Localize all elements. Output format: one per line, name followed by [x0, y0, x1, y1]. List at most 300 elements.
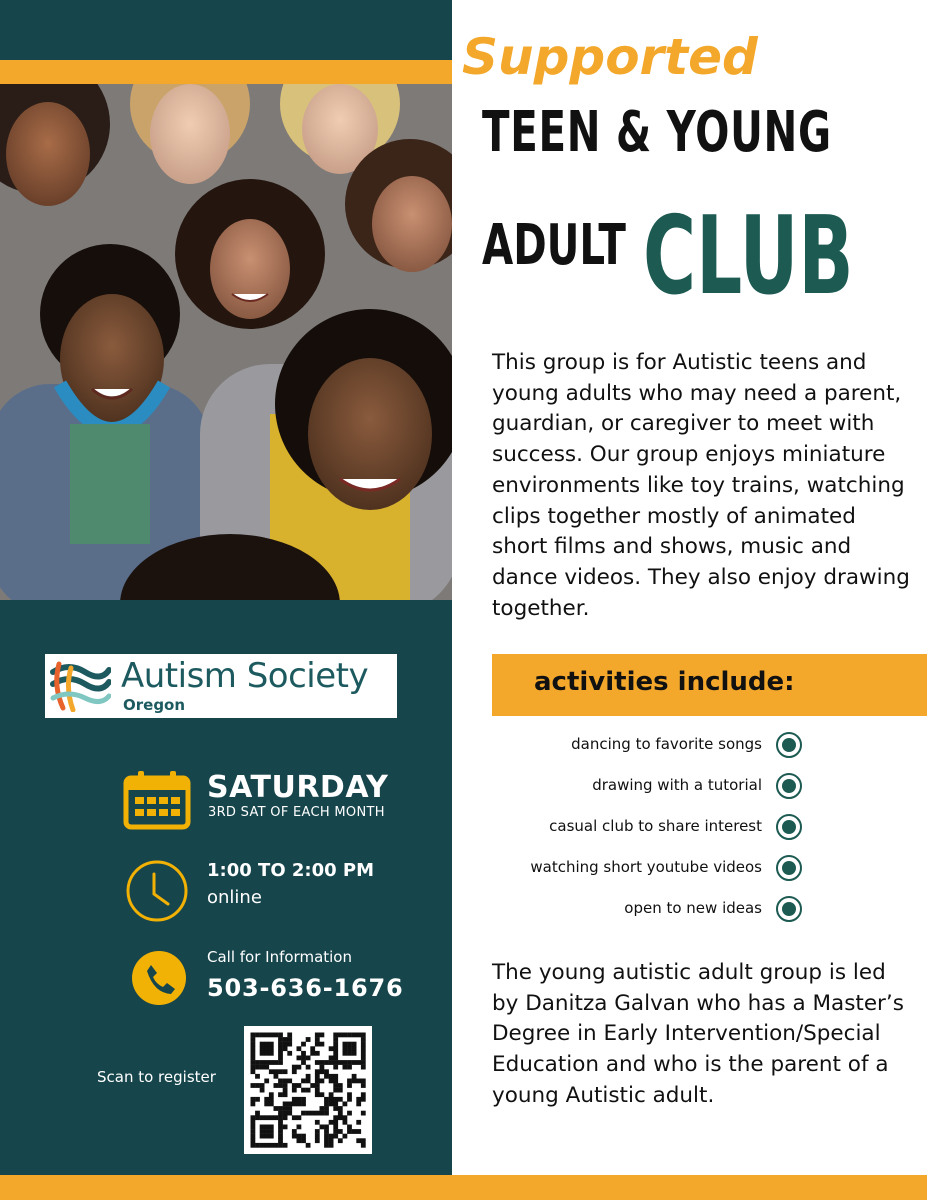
qr-module	[283, 1088, 288, 1093]
qr-module	[297, 1138, 302, 1143]
qr-module	[269, 1134, 274, 1139]
qr-module	[329, 1143, 334, 1148]
qr-module	[352, 1046, 357, 1051]
qr-module	[343, 1051, 348, 1056]
qr-module	[251, 1069, 256, 1074]
qr-module	[361, 1092, 366, 1097]
qr-module	[320, 1079, 325, 1084]
qr-module	[278, 1125, 283, 1130]
qr-module	[320, 1033, 325, 1038]
qr-module	[283, 1037, 288, 1042]
phone-number[interactable]: 503-636-1676	[207, 974, 404, 1002]
qr-module	[255, 1143, 260, 1148]
qr-module	[338, 1111, 343, 1116]
group-photo	[0, 84, 452, 600]
qr-module	[361, 1042, 366, 1047]
activity-label: drawing with a tutorial	[592, 776, 762, 794]
qr-module	[283, 1083, 288, 1088]
qr-module	[333, 1134, 338, 1139]
qr-module	[269, 1115, 274, 1120]
qr-module	[292, 1088, 297, 1093]
qr-module	[260, 1046, 265, 1051]
qr-module	[264, 1125, 269, 1130]
qr-module	[333, 1115, 338, 1120]
qr-module	[278, 1115, 283, 1120]
radio-dot-icon	[776, 814, 802, 840]
qr-module	[301, 1060, 306, 1065]
qr-module	[333, 1042, 338, 1047]
activity-item	[480, 768, 810, 809]
qr-module	[287, 1106, 292, 1111]
qr-module	[320, 1125, 325, 1130]
qr-module	[324, 1097, 329, 1102]
qr-module	[301, 1042, 306, 1047]
qr-module	[278, 1092, 283, 1097]
qr-module	[324, 1106, 329, 1111]
qr-module	[356, 1138, 361, 1143]
qr-module	[260, 1042, 265, 1047]
qr-module	[301, 1088, 306, 1093]
qr-module	[343, 1042, 348, 1047]
qr-module	[264, 1060, 269, 1065]
qr-module	[324, 1102, 329, 1107]
qr-module	[343, 1102, 348, 1107]
qr-module	[251, 1138, 256, 1143]
activity-label: watching short youtube videos	[530, 858, 762, 876]
qr-module	[361, 1065, 366, 1070]
qr-module	[333, 1129, 338, 1134]
qr-module	[315, 1120, 320, 1125]
qr-module	[361, 1037, 366, 1042]
autism-society-logo	[45, 654, 397, 718]
qr-module	[301, 1097, 306, 1102]
qr-module	[343, 1060, 348, 1065]
qr-module	[310, 1111, 315, 1116]
qr-module	[283, 1111, 288, 1116]
qr-module	[301, 1079, 306, 1084]
qr-module	[260, 1134, 265, 1139]
qr-module	[269, 1097, 274, 1102]
radio-dot-icon	[776, 732, 802, 758]
qr-module	[297, 1056, 302, 1061]
qr-module	[264, 1102, 269, 1107]
qr-module	[278, 1056, 283, 1061]
qr-module	[347, 1125, 352, 1130]
qr-module	[287, 1051, 292, 1056]
qr-module	[274, 1060, 279, 1065]
qr-module	[310, 1046, 315, 1051]
qr-module	[324, 1134, 329, 1139]
qr-module	[347, 1111, 352, 1116]
qr-module	[255, 1033, 260, 1038]
qr-module	[297, 1115, 302, 1120]
qr-module	[297, 1046, 302, 1051]
qr-module	[260, 1129, 265, 1134]
qr-module	[260, 1060, 265, 1065]
qr-module	[329, 1092, 334, 1097]
qr-module	[320, 1065, 325, 1070]
qr-module	[274, 1106, 279, 1111]
qr-module	[324, 1143, 329, 1148]
qr-module	[315, 1033, 320, 1038]
qr-module	[260, 1083, 265, 1088]
qr-module	[338, 1083, 343, 1088]
qr-module	[255, 1074, 260, 1079]
qr-module	[264, 1115, 269, 1120]
qr-module	[278, 1079, 283, 1084]
qr-module	[347, 1046, 352, 1051]
qr-module	[264, 1065, 269, 1070]
qr-module	[361, 1051, 366, 1056]
qr-module	[264, 1134, 269, 1139]
qr-module	[324, 1125, 329, 1130]
qr-module	[255, 1097, 260, 1102]
calendar-icon	[123, 770, 191, 830]
qr-module	[251, 1037, 256, 1042]
qr-module	[287, 1037, 292, 1042]
meeting-location: online	[207, 887, 262, 908]
qr-module	[320, 1106, 325, 1111]
qr-module	[338, 1060, 343, 1065]
clock-icon	[124, 858, 190, 924]
bottom-accent-bar	[0, 1175, 927, 1200]
qr-module	[297, 1097, 302, 1102]
qr-module	[333, 1079, 338, 1084]
activity-label: casual club to share interest	[549, 817, 762, 835]
qr-module	[352, 1051, 357, 1056]
qr-module	[347, 1060, 352, 1065]
qr-module	[306, 1056, 311, 1061]
qr-module	[356, 1079, 361, 1084]
qr-module	[320, 1042, 325, 1047]
qr-module	[356, 1102, 361, 1107]
day-title: SATURDAY	[207, 770, 389, 805]
qr-module	[315, 1129, 320, 1134]
qr-module	[269, 1042, 274, 1047]
qr-module	[356, 1129, 361, 1134]
qr-module	[260, 1033, 265, 1038]
headline-club: CLUB	[643, 194, 854, 319]
qr-module	[347, 1129, 352, 1134]
qr-module	[297, 1065, 302, 1070]
qr-module	[292, 1115, 297, 1120]
qr-module	[283, 1069, 288, 1074]
qr-module	[324, 1060, 329, 1065]
qr-module	[287, 1111, 292, 1116]
qr-code-pattern	[244, 1026, 372, 1154]
qr-module	[251, 1115, 256, 1120]
qr-module	[329, 1060, 334, 1065]
qr-module	[283, 1106, 288, 1111]
qr-module	[356, 1097, 361, 1102]
qr-module	[301, 1111, 306, 1116]
qr-module	[361, 1056, 366, 1061]
qr-module	[343, 1115, 348, 1120]
logo-title: Autism Society	[121, 656, 369, 696]
qr-module	[329, 1134, 334, 1139]
qr-module	[329, 1056, 334, 1061]
qr-module	[251, 1065, 256, 1070]
qr-module	[251, 1143, 256, 1148]
qr-module	[264, 1129, 269, 1134]
qr-module	[333, 1125, 338, 1130]
qr-module	[287, 1042, 292, 1047]
qr-module	[352, 1060, 357, 1065]
qr-module	[343, 1120, 348, 1125]
qr-module	[278, 1069, 283, 1074]
qr-module	[315, 1134, 320, 1139]
qr-module	[269, 1102, 274, 1107]
qr-module	[333, 1088, 338, 1093]
qr-module	[320, 1069, 325, 1074]
qr-module	[264, 1051, 269, 1056]
qr-module	[333, 1065, 338, 1070]
qr-module	[269, 1092, 274, 1097]
qr-module	[315, 1069, 320, 1074]
qr-module	[347, 1092, 352, 1097]
qr-module	[333, 1051, 338, 1056]
supported-heading: Supported	[462, 28, 758, 86]
qr-module	[333, 1046, 338, 1051]
qr-module	[283, 1042, 288, 1047]
activity-item	[480, 850, 810, 891]
radio-dot-icon	[776, 773, 802, 799]
qr-module	[329, 1097, 334, 1102]
qr-module	[251, 1083, 256, 1088]
qr-module	[324, 1129, 329, 1134]
qr-module	[352, 1033, 357, 1038]
qr-module	[310, 1051, 315, 1056]
qr-module	[301, 1051, 306, 1056]
qr-module	[269, 1143, 274, 1148]
qr-module	[292, 1065, 297, 1070]
qr-module	[352, 1129, 357, 1134]
qr-module	[361, 1033, 366, 1038]
qr-module	[338, 1097, 343, 1102]
qr-module	[260, 1051, 265, 1056]
qr-module	[352, 1079, 357, 1084]
qr-module	[343, 1046, 348, 1051]
group-description: This group is for Autistic teens and young adults who may need a parent, guardian, or caregiver to meet with success. Our group enjoys miniature environments like toy trains, watching clips together mostly of animated short films and shows, music and dance videos. They also enjoy drawing together.	[492, 350, 910, 621]
qr-module	[329, 1046, 334, 1051]
top-accent-bar	[0, 60, 452, 84]
qr-module	[297, 1125, 302, 1130]
qr-module	[333, 1102, 338, 1107]
qr-module	[269, 1046, 274, 1051]
activities-title: activities include:	[534, 667, 795, 697]
qr-module	[260, 1065, 265, 1070]
qr-module	[251, 1046, 256, 1051]
qr-module	[278, 1083, 283, 1088]
group-photo-illustration	[0, 84, 452, 600]
qr-module	[338, 1129, 343, 1134]
qr-module	[315, 1138, 320, 1143]
qr-module	[315, 1042, 320, 1047]
qr-module	[264, 1046, 269, 1051]
qr-module	[310, 1083, 315, 1088]
qr-module	[269, 1069, 274, 1074]
qr-module	[301, 1134, 306, 1139]
call-label: Call for Information	[207, 948, 352, 966]
qr-module	[278, 1033, 283, 1038]
qr-module	[329, 1079, 334, 1084]
qr-module	[338, 1088, 343, 1093]
qr-module	[251, 1033, 256, 1038]
qr-module	[315, 1037, 320, 1042]
activities-banner	[492, 654, 927, 716]
qr-module	[352, 1074, 357, 1079]
qr-module	[347, 1042, 352, 1047]
qr-module	[283, 1115, 288, 1120]
qr-module	[278, 1138, 283, 1143]
qr-module	[274, 1033, 279, 1038]
headline-line2: ADULT	[482, 213, 626, 278]
qr-module	[324, 1074, 329, 1079]
qr-module	[356, 1033, 361, 1038]
qr-module	[347, 1065, 352, 1070]
qr-module	[264, 1143, 269, 1148]
qr-module	[361, 1083, 366, 1088]
qr-module	[292, 1069, 297, 1074]
qr-module	[301, 1056, 306, 1061]
qr-module	[329, 1120, 334, 1125]
qr-module	[315, 1111, 320, 1116]
qr-module	[347, 1079, 352, 1084]
qr-module	[292, 1129, 297, 1134]
qr-module	[255, 1083, 260, 1088]
qr-module	[278, 1111, 283, 1116]
qr-module	[287, 1033, 292, 1038]
qr-module	[278, 1060, 283, 1065]
qr-module	[278, 1143, 283, 1148]
qr-module	[361, 1079, 366, 1084]
qr-module	[260, 1125, 265, 1130]
qr-module	[343, 1065, 348, 1070]
qr-module	[333, 1097, 338, 1102]
qr-module	[274, 1069, 279, 1074]
activity-item	[480, 891, 810, 932]
qr-module	[361, 1046, 366, 1051]
qr-module	[264, 1097, 269, 1102]
qr-module	[329, 1138, 334, 1143]
qr-module	[338, 1115, 343, 1120]
qr-module	[278, 1037, 283, 1042]
qr-module	[324, 1111, 329, 1116]
qr-module	[251, 1060, 256, 1065]
qr-module	[264, 1042, 269, 1047]
qr-module	[287, 1102, 292, 1107]
qr-module	[361, 1143, 366, 1148]
headline-line1: TEEN & YOUNG	[482, 100, 832, 165]
qr-module	[315, 1051, 320, 1056]
qr-module	[251, 1129, 256, 1134]
qr-module	[315, 1074, 320, 1079]
qr-module	[297, 1083, 302, 1088]
qr-module	[287, 1079, 292, 1084]
qr-module	[352, 1042, 357, 1047]
qr-module	[255, 1060, 260, 1065]
qr-module	[361, 1060, 366, 1065]
qr-module	[283, 1125, 288, 1130]
qr-module	[297, 1102, 302, 1107]
qr-module	[278, 1129, 283, 1134]
qr-module	[356, 1060, 361, 1065]
qr-module	[347, 1033, 352, 1038]
qr-module	[315, 1088, 320, 1093]
qr-module	[347, 1083, 352, 1088]
qr-module	[269, 1129, 274, 1134]
qr-module	[255, 1065, 260, 1070]
qr-module	[320, 1092, 325, 1097]
qr-module	[347, 1097, 352, 1102]
qr-module	[315, 1060, 320, 1065]
activity-label: dancing to favorite songs	[571, 735, 762, 753]
qr-module	[315, 1092, 320, 1097]
qr-module	[315, 1079, 320, 1084]
qr-module	[274, 1074, 279, 1079]
qr-code[interactable]	[244, 1026, 372, 1154]
qr-module	[255, 1111, 260, 1116]
activity-label: open to new ideas	[624, 899, 762, 917]
day-frequency: 3RD SAT OF EACH MONTH	[208, 805, 385, 820]
qr-module	[292, 1134, 297, 1139]
qr-module	[361, 1138, 366, 1143]
logo-mark-icon	[49, 660, 111, 712]
qr-module	[251, 1102, 256, 1107]
qr-module	[278, 1051, 283, 1056]
qr-module	[278, 1046, 283, 1051]
qr-module	[283, 1102, 288, 1107]
qr-module	[283, 1092, 288, 1097]
qr-module	[347, 1051, 352, 1056]
qr-module	[333, 1037, 338, 1042]
qr-module	[251, 1097, 256, 1102]
qr-module	[283, 1143, 288, 1148]
leader-description: The young autistic adult group is led by Danitza Galvan who has a Master’s Degree in Early Intervention/Special Education and who is the parent of a young Autistic adult.	[492, 960, 904, 1108]
qr-module	[306, 1065, 311, 1070]
qr-module	[338, 1138, 343, 1143]
qr-module	[278, 1120, 283, 1125]
qr-module	[260, 1115, 265, 1120]
qr-module	[329, 1074, 334, 1079]
qr-module	[333, 1074, 338, 1079]
qr-module	[324, 1069, 329, 1074]
qr-module	[260, 1143, 265, 1148]
qr-module	[269, 1060, 274, 1065]
qr-module	[333, 1060, 338, 1065]
qr-module	[301, 1102, 306, 1107]
qr-module	[264, 1033, 269, 1038]
qr-module	[260, 1088, 265, 1093]
time-range: 1:00 TO 2:00 PM	[207, 860, 375, 881]
qr-module	[264, 1079, 269, 1084]
qr-module	[356, 1120, 361, 1125]
qr-module	[306, 1074, 311, 1079]
qr-module	[333, 1033, 338, 1038]
radio-dot-icon	[776, 896, 802, 922]
qr-module	[251, 1120, 256, 1125]
qr-module	[278, 1042, 283, 1047]
qr-module	[269, 1051, 274, 1056]
qr-module	[338, 1106, 343, 1111]
radio-dot-icon	[776, 855, 802, 881]
qr-module	[306, 1079, 311, 1084]
qr-module	[324, 1138, 329, 1143]
qr-module	[320, 1060, 325, 1065]
qr-module	[338, 1033, 343, 1038]
qr-module	[292, 1083, 297, 1088]
qr-module	[361, 1097, 366, 1102]
